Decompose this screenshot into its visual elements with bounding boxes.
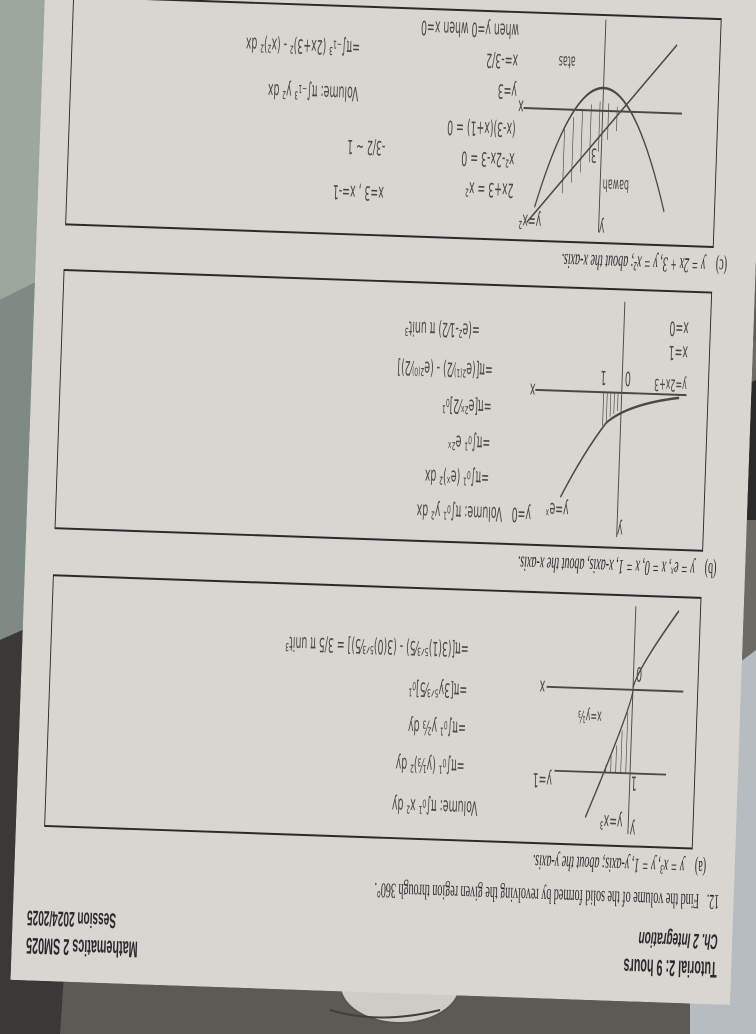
part-b-line1: Volume: π∫₀¹ y² dx (416, 499, 503, 526)
part-c-atas: atas (558, 50, 576, 71)
part-a-origin: 0 (635, 662, 643, 686)
part-a-y1-label: y=1 (532, 767, 553, 792)
worksheet-paper (10, 0, 756, 1005)
part-c-step4: x=3 , x=-1 (332, 179, 385, 205)
part-c-step1: 2x+3 = x² (464, 176, 514, 202)
part-a-label: (a) (694, 855, 707, 881)
part-a-line5: =π[(3(1)⁵ᐟ³⁄5) - (3(0)⁵ᐟ³⁄5)] = 3/5 π unit³ (284, 631, 470, 661)
part-a-inverse: x=y⅓ (577, 705, 603, 726)
part-b-one: 1 (600, 365, 607, 389)
part-b-label: (b) (704, 557, 717, 583)
part-c-step2: x²-2x-3 = 0 (460, 146, 515, 172)
question-number: 12. (706, 889, 720, 915)
part-c-three: 3 (590, 143, 598, 167)
part-b-line5: =π[(e²⁽¹⁾⁄2) - (e²⁽⁰⁾⁄2)] (397, 355, 494, 382)
part-c-y3: y=3 (497, 79, 518, 103)
part-a-curve-label: y=x³ (599, 809, 623, 834)
header-left-subtitle: Ch. 2 Integration (638, 926, 719, 954)
header-left-title: Tutorial 2: 9 hours (623, 953, 718, 983)
part-c-text: y = 2x + 3, y = x²; about the x-axis. (560, 248, 706, 279)
part-b-x0: x=0 (669, 316, 690, 341)
header-right-title: Mathematics 2 SM025 (25, 932, 139, 963)
part-c-step3: (x-3)(x+1) = 0 (446, 115, 517, 141)
part-b-origin: 0 (624, 366, 632, 390)
part-a-line3: =π∫₀¹ y⅔ dy (407, 714, 467, 740)
part-b-y0: y=0 (511, 502, 532, 527)
part-a-one: 1 (630, 771, 638, 795)
part-c-line1: Volume: π∫₋₁³ y² dx (267, 78, 359, 105)
part-c-bawah: bawah (602, 174, 630, 195)
part-c-y-label: y (598, 216, 605, 240)
part-b-line4: =π[e²ˣ⁄2]₀¹ (441, 393, 492, 419)
part-a-y-label: y (629, 818, 636, 842)
part-c-when: when y=0 when x=0 (420, 15, 520, 43)
part-c-x-label: x (517, 95, 525, 119)
part-b-x-label: x (529, 378, 536, 402)
part-b-line-note: y=2x+3 (653, 373, 688, 394)
part-c-curve-label: y=x² (518, 209, 542, 234)
part-c-xm3: x=-3/2 (485, 48, 519, 73)
question-text: Find the volume of the solid formed by revolving the given region through 360°. (373, 877, 700, 914)
part-a-line4: =π[3y⁵ᐟ³⁄5]₀¹ (408, 676, 468, 702)
part-b-y-label: y (616, 518, 624, 542)
part-a-line2: =π∫₀¹ (y⅓)² dy (395, 752, 465, 778)
part-a-x-label: x (539, 675, 546, 699)
part-b-curve-label: y=eˣ (544, 497, 570, 522)
part-c-xm1: -3/2 ~ 1 (346, 134, 386, 160)
part-b-line6: =(e²-1⁄2) π unit³ (404, 316, 481, 342)
part-b-text: y = eˣ, x = 0, x = 1, x-axis, about the x-axis. (517, 551, 696, 582)
part-c-line2: =π∫₋₁³ (2x+3)² - (x²)² dx (245, 32, 361, 60)
part-b-line2: =π∫₀¹ (eˣ)² dx (424, 464, 490, 490)
part-a-text: y = x³, y = 1, y-axis; about the y-axis. (532, 850, 685, 880)
part-b-line3: =π∫₀¹ e²ˣ (447, 430, 491, 455)
part-b-x1: x=1 (668, 340, 689, 365)
part-c-label: (c) (715, 254, 728, 279)
part-a-line1: Volume: π∫₀¹ x² dy (391, 793, 478, 820)
header-right-subtitle: Session 2024/2025 (26, 905, 117, 933)
worksheet-svg (10, 0, 756, 1005)
